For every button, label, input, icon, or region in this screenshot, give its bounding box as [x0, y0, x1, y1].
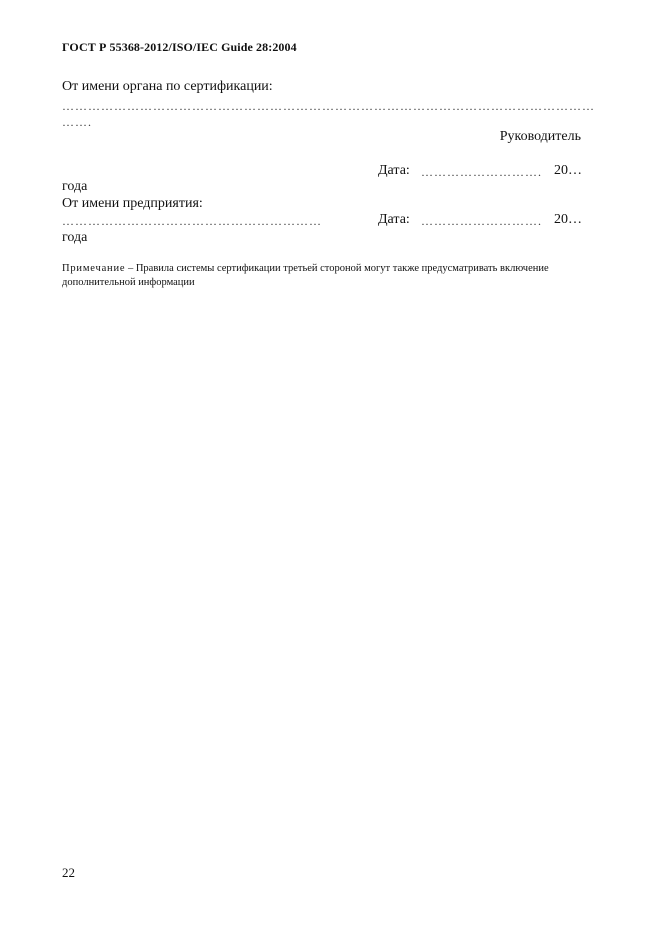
cert-body-date-label: Дата:: [378, 163, 410, 178]
note-text: – Правила системы сертификации третьей стороной могут также предусматривать включение дополнительной информации: [62, 263, 549, 288]
enterprise-year-prefix: 20…: [554, 212, 582, 227]
signatory-role: Руководитель: [499, 129, 581, 144]
cert-body-dots-line2: …….: [62, 115, 92, 129]
cert-body-year-prefix: 20…: [554, 163, 582, 178]
document-header: ГОСТ Р 55368-2012/ISO/IEC Guide 28:2004: [62, 40, 297, 54]
cert-body-dots-line1: ……………………………………………………………………………………………………………: [62, 99, 595, 113]
cert-body-date-dots: ……………………….: [421, 165, 542, 179]
enterprise-date-label: Дата:: [378, 212, 410, 227]
note-paragraph: [62, 262, 587, 290]
cert-body-label: От имени органа по сертификации:: [62, 79, 273, 94]
page-number: 22: [62, 865, 75, 880]
note-lead: Примечание: [62, 263, 126, 274]
enterprise-year-word: года: [62, 230, 88, 245]
enterprise-dots: ……………………………………………………: [62, 214, 322, 228]
enterprise-date-dots: ……………………….: [421, 214, 542, 228]
cert-body-year-word: года: [62, 179, 88, 194]
enterprise-label: От имени предприятия:: [62, 196, 203, 211]
